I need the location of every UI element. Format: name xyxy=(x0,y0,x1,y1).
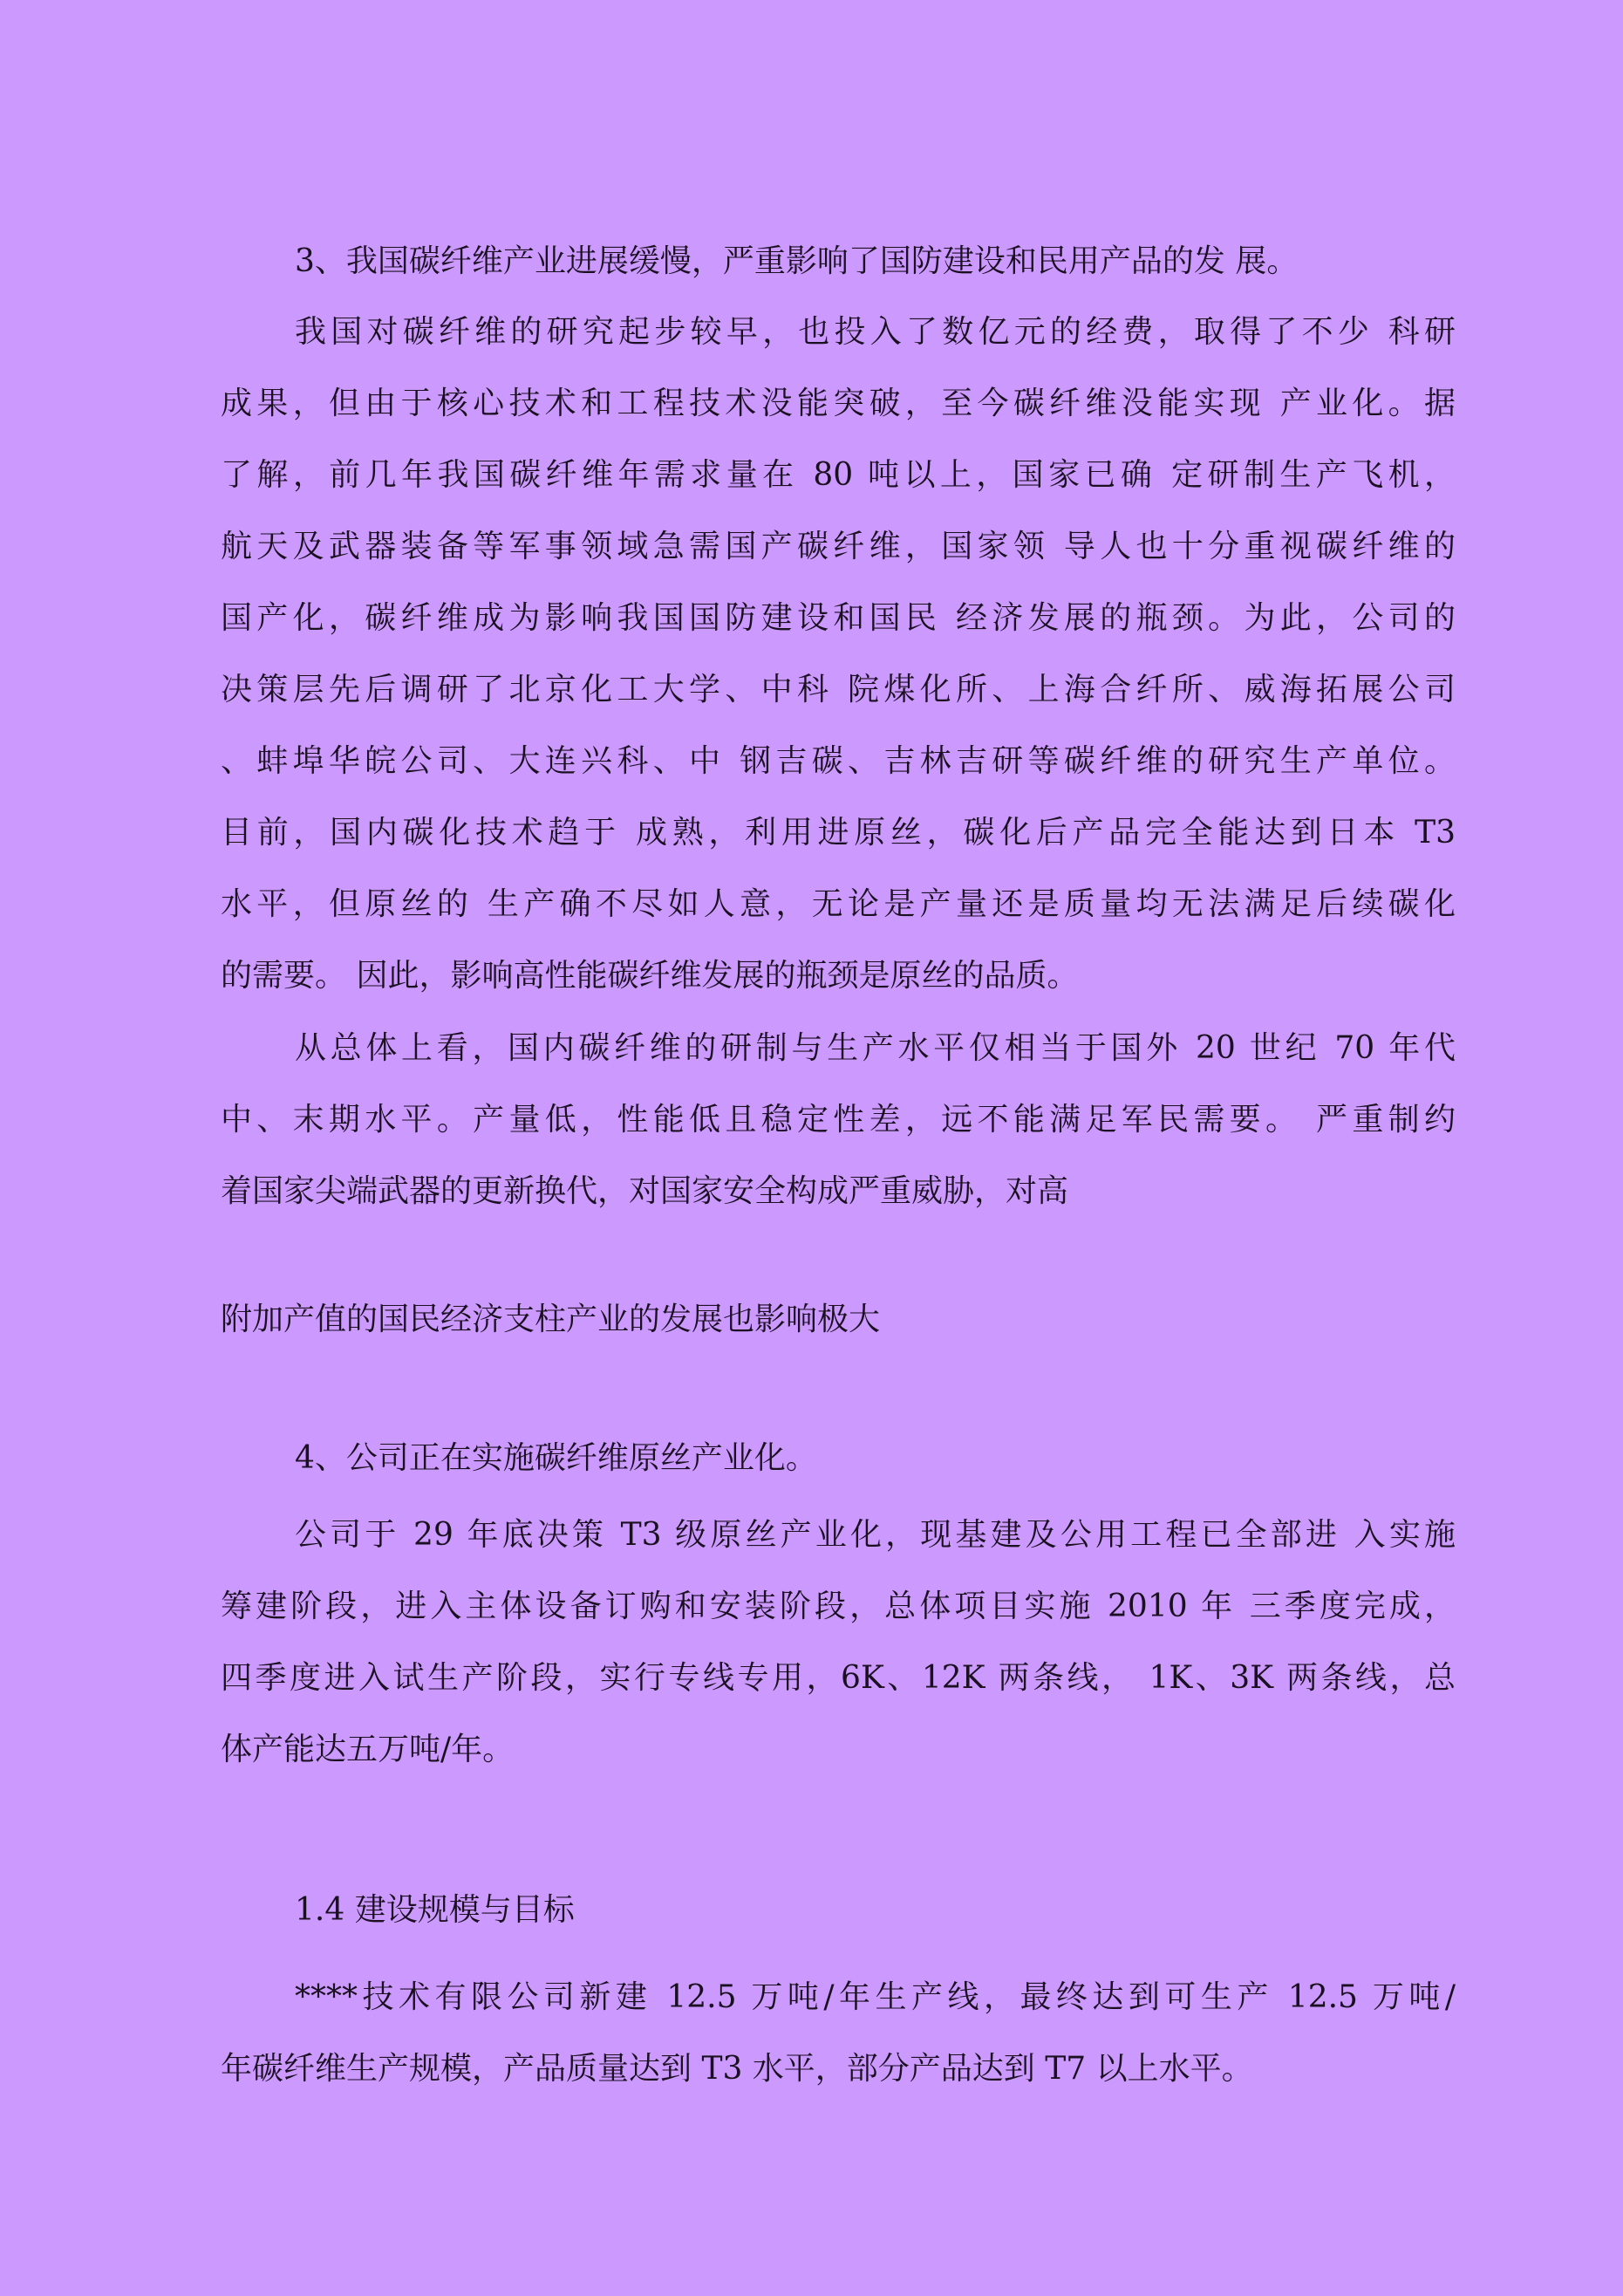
paragraph-line: 、蚌埠华皖公司、大连兴科、中 钢吉碳、吉林吉研等碳纤维的研究生产单位。 xyxy=(221,743,1456,779)
paragraph-line: 筹建阶段，进入主体设备订购和安装阶段，总体项目实施 2010 年 三季度完成， xyxy=(221,1589,1456,1624)
paragraph-line: 目前，国内碳化技术趋于 成熟，利用进原丝，碳化后产品完全能达到日本 T3 xyxy=(221,815,1456,851)
paragraph-line: 决策层先后调研了北京化工大学、中科 院煤化所、上海合纤所、威海拓展公司 xyxy=(221,672,1456,707)
paragraph-line: 四季度进入试生产阶段，实行专线专用，6K、12K 两条线， 1K、3K 两条线，总 xyxy=(221,1660,1456,1696)
paragraph-line: 水平，但原丝的 生产确不尽如人意，无论是产量还是质量均无法满足后续碳化 xyxy=(221,886,1456,922)
section-4-heading: 4、公司正在实施碳纤维原丝产业化。 xyxy=(295,1440,817,1476)
paragraph-line: 附加产值的国民经济支柱产业的发展也影响极大 xyxy=(221,1302,881,1337)
paragraph-line: 年碳纤维生产规模，产品质量达到 T3 水平，部分产品达到 T7 以上水平。 xyxy=(221,2051,1253,2087)
paragraph-line: 从总体上看，国内碳纤维的研制与生产水平仅相当于国外 20 世纪 70 年代 xyxy=(295,1030,1456,1066)
paragraph-line: ****技术有限公司新建 12.5 万吨/年生产线，最终达到可生产 12.5 万吨/ xyxy=(295,1979,1456,2015)
paragraph-line: 体产能达五万吨/年。 xyxy=(221,1732,515,1767)
paragraph-line: 我国对碳纤维的研究起步较早，也投入了数亿元的经费，取得了不少 科研 xyxy=(295,314,1456,350)
paragraph-line: 航天及武器装备等军事领域急需国产碳纤维，国家领 导人也十分重视碳纤维的 xyxy=(221,529,1456,564)
paragraph-line: 国产化，碳纤维成为影响我国国防建设和国民 经济发展的瓶颈。为此，公司的 xyxy=(221,600,1456,636)
section-3-heading: 3、我国碳纤维产业进展缓慢，严重影响了国防建设和民用产品的发 展。 xyxy=(295,243,1299,279)
paragraph-line: 的需要。 因此，影响高性能碳纤维发展的瓶颈是原丝的品质。 xyxy=(221,958,1079,994)
paragraph-line: 中、末期水平。产量低，性能低且稳定性差，远不能满足军民需要。 严重制约 xyxy=(221,1102,1456,1138)
paragraph-line: 成果，但由于核心技术和工程技术没能突破，至今碳纤维没能实现 产业化。据 xyxy=(221,386,1456,421)
paragraph-line: 着国家尖端武器的更新换代，对国家安全构成严重威胁，对高 xyxy=(221,1173,1069,1209)
paragraph-line: 公司于 29 年底决策 T3 级原丝产业化，现基建及公用工程已全部进 入实施 xyxy=(295,1517,1456,1553)
paragraph-line: 了解，前几年我国碳纤维年需求量在 80 吨以上，国家已确 定研制生产飞机， xyxy=(221,457,1456,493)
section-1-4-heading: 1.4 建设规模与目标 xyxy=(295,1892,575,1928)
